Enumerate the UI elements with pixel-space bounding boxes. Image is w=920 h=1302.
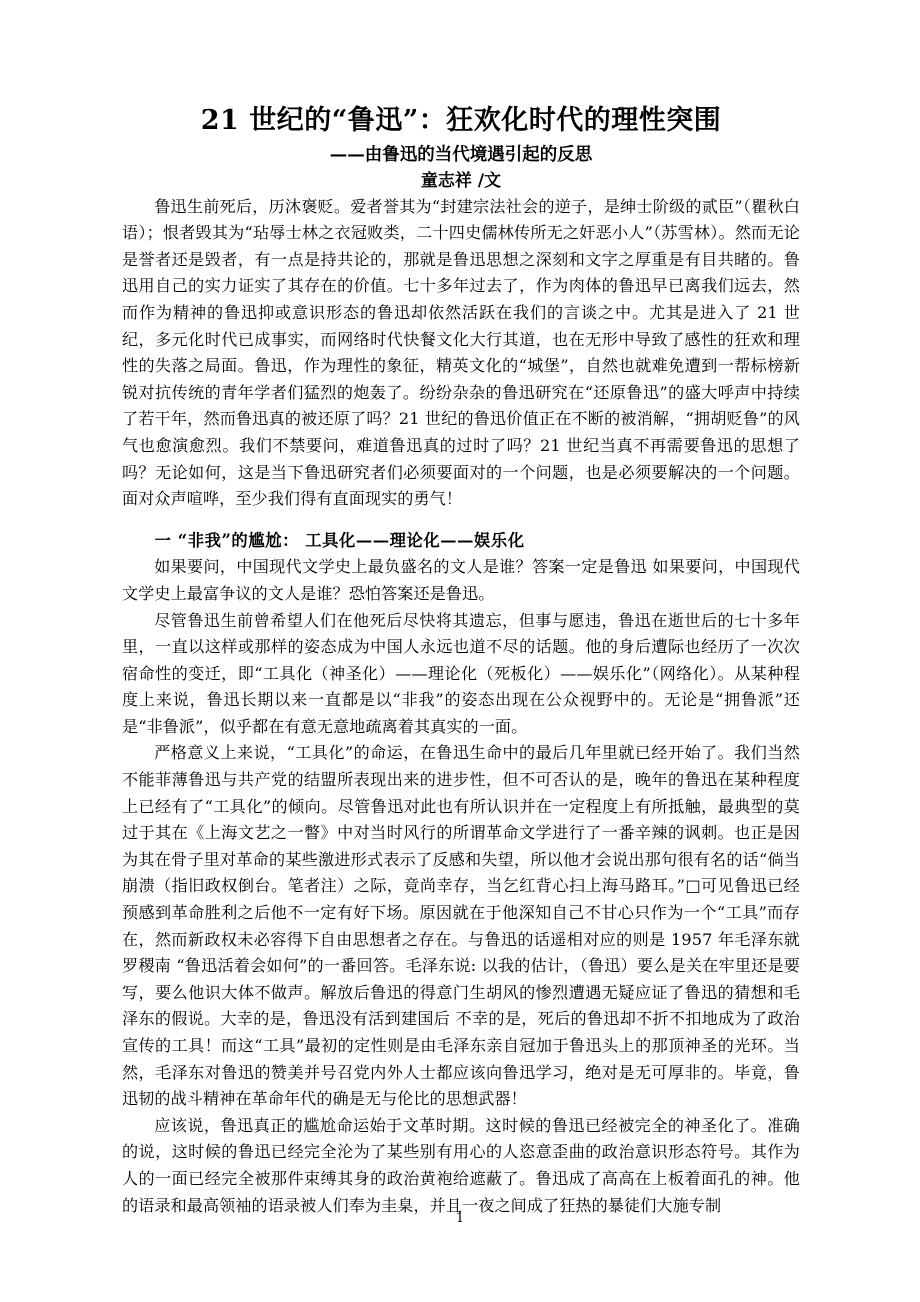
- page-title: 21 世纪的“鲁迅”：狂欢化时代的理性突围: [200, 105, 722, 136]
- paragraph-body-3: 严格意义上来说，“工具化”的命运，在鲁迅生命中的最后几年里就已经开始了。我们当然不能菲薄鲁迅与共产党的结盟所表现出来的进步性，但不可否认的是，晚年的鲁迅在某种程度上已经有了“工具化”的倾向。尽管鲁迅对此也有所认识并在一定程度上有所抵触，最典型的莫过于其在《上海文艺之一瞥》中对当时风行的所谓革命文学进行了一番辛辣的讽刺。也正是因为其在骨子里对革命的某些激进形式表示了反感和失望，所以他才会说出那句很有名的话“倘当崩溃（指旧政权倒台。笔者注）之际，竟尚幸存，当乞红背心扫上海马路耳。”□可见鲁迅已经预感到革命胜利之后他不一定有好下场。原因就在于他深知自己不甘心只作为一个“工具”而存在，然而新政权未必容得下自由思想者之存在。与鲁迅的话遥相对应的则是 1957 年毛泽东就罗稷南 “鲁迅活着会如何”的一番回答。毛泽东说: 以我的估计，（鲁迅）要么是关在牢里还是要写，要么他识大体不做声。解放后鲁迅的得意门生胡风的惨烈遭遇无疑应证了鲁迅的猜想和毛泽东的假说。大幸的是，鲁迅没有活到建国后 不幸的是，死后的鲁迅却不折不扣地成为了政治宣传的工具！而这“工具”最初的定性则是由毛泽东亲自冠加于鲁迅头上的那顶神圣的光环。当然，毛泽东对鲁迅的赞美并号召党内外人士都应该向鲁迅学习，绝对是无可厚非的。毕竟，鲁迅韧的战斗精神在革命年代的确是无与伦比的思想武器！: [122, 743, 800, 1109]
- paragraph-body-1: 如果要问，中国现代文学史上最负盛名的文人是谁？答案一定是鲁迅 如果要问，中国现代文学史上最富争议的文人是谁？恐怕答案还是鲁迅。: [122, 557, 800, 603]
- paragraph-intro: 鲁迅生前死后，历沐褒贬。爱者誉其为“封建宗法社会的逆子，是绅士阶级的贰臣”（瞿秋白语）；恨者毁其为“玷辱士林之衣冠败类，二十四史儒林传所无之奸恶小人”（苏雪林）。然而无论是誉者还是毁者，有一点是持共论的，那就是鲁迅思想之深刻和文字之厚重是有目共睹的。鲁迅用自己的实力证实了其存在的价值。七十多年过去了，作为肉体的鲁迅早已离我们远去，然而作为精神的鲁迅抑或意识形态的鲁迅却依然活跃在我们的言谈之中。尤其是进入了 21 世纪，多元化时代已成事实，而网络时代快餐文化大行其道，也在无形中导致了感性的狂欢和理性的失落之局面。鲁迅，作为理性的象征，精英文化的“城堡”，自然也就难免遭到一帮标榜新锐对抗传统的青年学者们猛烈的炮轰了。纷纷杂杂的鲁迅研究在“还原鲁迅”的盛大呼声中持续了若干年，然而鲁迅真的被还原了吗？21 世纪的鲁迅价值正在不断的被消解，“拥胡贬鲁”的风气也愈演愈烈。我们不禁要问，难道鲁迅真的过时了吗？21 世纪当真不再需要鲁迅的思想了吗？无论如何，这是当下鲁迅研究者们必须要面对的一个问题，也是必须要解决的一个问题。面对众声喧哗，至少我们得有直面现实的勇气！: [122, 196, 800, 509]
- document-byline: 童志祥 /文: [420, 170, 502, 191]
- page-number: 1: [455, 1211, 465, 1226]
- paragraph-body-4: 应该说，鲁迅真正的尴尬命运始于文革时期。这时候的鲁迅已经被完全的神圣化了。准确的说，这时候的鲁迅已经完全沦为了某些别有用心的人恣意歪曲的政治意识形态符号。其作为人的一面已经完全被那件束缚其身的政治黄袍给遮蔽了。鲁迅成了高高在上板着面孔的神。他的语录和最高领袖的语录被人们奉为圭臬，并且一夜之间成了狂热的暴徒们大施专制: [122, 1115, 800, 1215]
- document-content: [122, 104, 800, 1219]
- section-heading-one: 一 “非我”的尴尬： 工具化——理论化——娱乐化: [154, 530, 525, 550]
- document-subtitle: ——由鲁迅的当代境遇引起的反思: [329, 144, 593, 165]
- paragraph-body-2: 尽管鲁迅生前曾希望人们在他死后尽快将其遗忘，但事与愿违，鲁迅在逝世后的七十多年里，一直以这样或那样的姿态成为中国人永远也道不尽的话题。他的身后遭际也经历了一次次宿命性的变迁，即“工具化（神圣化）——理论化（死板化）——娱乐化”（网络化）。从某种程度上来说，鲁迅长期以来一直都是以“非我”的姿态出现在公众视野中的。无论是“拥鲁派”还是“非鲁派”，似乎都在有意无意地疏离着其真实的一面。: [122, 610, 800, 736]
